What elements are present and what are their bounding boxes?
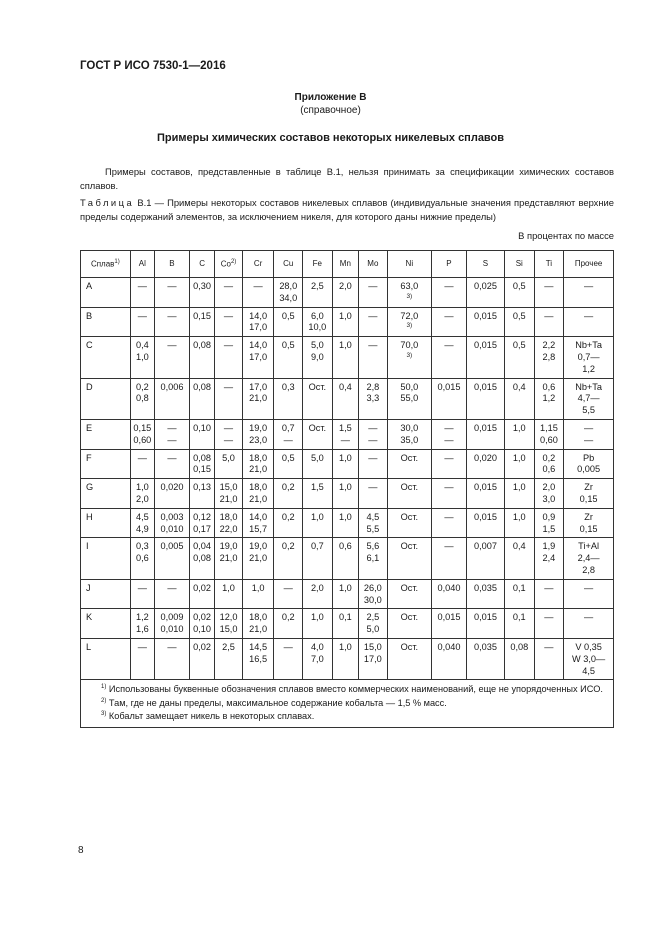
column-header (274, 251, 303, 278)
value-cell: 1,0 (303, 508, 333, 538)
value-cell: Zr 0,15 (564, 508, 614, 538)
value-cell: 0,08 (189, 378, 214, 419)
value-cell: 1,9 2,4 (534, 538, 564, 579)
value-cell: 0,2 (274, 479, 303, 509)
alloy-cell: J (81, 579, 131, 609)
value-cell: 12,0 15,0 (215, 609, 242, 639)
value-cell: 0,009 0,010 (155, 609, 190, 639)
table-row (81, 307, 614, 337)
value-cell: 0,15 0,60 (130, 419, 154, 449)
table-row (81, 538, 614, 579)
value-cell: 2,2 2,8 (534, 337, 564, 378)
table-row (81, 337, 614, 378)
footnote-mark: 3) (406, 351, 413, 359)
value-cell: 1,5 — (332, 419, 358, 449)
value-cell: — (359, 307, 388, 337)
column-header (534, 251, 564, 278)
value-cell: Ост. (387, 579, 431, 609)
value-cell: 0,5 (274, 337, 303, 378)
value-cell: Pb 0,005 (564, 449, 614, 479)
value-cell: 0,015 (432, 609, 467, 639)
value-cell: 0,005 (155, 538, 190, 579)
value-cell: 0,1 (504, 579, 534, 609)
footnote-mark: 3) (406, 292, 413, 300)
value-cell: — — (432, 419, 467, 449)
table-notes (81, 680, 614, 728)
value-cell: 0,2 (274, 609, 303, 639)
value-cell: 0,30 (189, 278, 214, 308)
column-header (189, 251, 214, 278)
value-cell: Ост. (387, 479, 431, 509)
value-cell: 30,0 35,0 (387, 419, 431, 449)
intro-paragraph: Примеры составов, представленные в таблице В.1, нельзя принимать за спецификации химических составов сплавов. (80, 166, 614, 191)
value-cell: — (242, 278, 274, 308)
value-cell: — (155, 278, 190, 308)
value-cell: — (155, 307, 190, 337)
value-cell: 0,2 0,8 (130, 378, 154, 419)
value-cell: 19,0 21,0 (215, 538, 242, 579)
footnote-text: Там, где не даны пределы, максимальное содержание кобальта — 1,5 % масс. (106, 697, 447, 708)
value-cell: — — (564, 419, 614, 449)
value-cell: 0,015 (466, 307, 504, 337)
alloy-cell: F (81, 449, 131, 479)
value-cell: 6,0 10,0 (303, 307, 333, 337)
column-header-label: Si (515, 259, 523, 269)
alloy-cell: H (81, 508, 131, 538)
section-title: Примеры химических составов некоторых никелевых сплавов (156, 132, 505, 144)
value-cell: — — (155, 419, 190, 449)
table-notes-row (81, 680, 614, 728)
table-header-row (81, 251, 614, 278)
value-cell: 0,2 (274, 508, 303, 538)
value-cell: — (432, 508, 467, 538)
value-cell: 0,02 (189, 638, 214, 679)
column-header-label: Ti (545, 259, 553, 269)
value-cell: 17,0 21,0 (242, 378, 274, 419)
value-cell: — (155, 638, 190, 679)
value-cell: Ост. (387, 449, 431, 479)
column-header (81, 251, 131, 278)
alloy-cell: D (81, 378, 131, 419)
value-cell: 4,0 7,0 (303, 638, 333, 679)
value-cell: Ti+Al 2,4— 2,8 (564, 538, 614, 579)
value-cell: 0,4 (504, 378, 534, 419)
value-cell: Ост. (387, 609, 431, 639)
value-cell: — (130, 638, 154, 679)
value-cell: — (432, 307, 467, 337)
value-cell: 0,15 (189, 307, 214, 337)
value-cell: 1,2 1,6 (130, 609, 154, 639)
footnote-mark: 1) (101, 684, 107, 691)
value-cell: 50,0 55,0 (387, 378, 431, 419)
value-cell: 1,0 (303, 609, 333, 639)
value-cell: 0,003 0,010 (155, 508, 190, 538)
value-cell: 5,6 6,1 (359, 538, 388, 579)
column-header (504, 251, 534, 278)
value-cell: 0,2 0,6 (534, 449, 564, 479)
value-cell: 0,015 (432, 378, 467, 419)
value-cell: — (534, 638, 564, 679)
value-cell: 0,04 0,08 (189, 538, 214, 579)
value-cell: 0,9 1,5 (534, 508, 564, 538)
value-cell: — (130, 278, 154, 308)
value-cell: 0,015 (466, 378, 504, 419)
alloy-cell: C (81, 337, 131, 378)
value-cell: — (564, 609, 614, 639)
value-cell: 0,7 (303, 538, 333, 579)
column-header (387, 251, 431, 278)
value-cell: 1,0 (332, 337, 358, 378)
value-cell: 0,015 (466, 508, 504, 538)
column-header-label: Co (220, 259, 231, 269)
value-cell: 2,0 (303, 579, 333, 609)
value-cell: 15,0 21,0 (215, 479, 242, 509)
column-header-label: Сплав (90, 259, 115, 269)
column-header (432, 251, 467, 278)
value-cell: 1,0 (332, 449, 358, 479)
column-header-label: Cr (253, 259, 263, 269)
value-cell: 2,5 (303, 278, 333, 308)
column-header (242, 251, 274, 278)
value-cell: 0,08 0,15 (189, 449, 214, 479)
value-cell: 19,0 23,0 (242, 419, 274, 449)
value-cell: 1,0 (332, 479, 358, 509)
value-cell: 0,3 0,6 (130, 538, 154, 579)
footnote-mark: 3) (101, 711, 107, 718)
alloy-cell: L (81, 638, 131, 679)
column-header-label: Al (138, 259, 146, 269)
alloy-cell: I (81, 538, 131, 579)
column-header (215, 251, 242, 278)
value-cell: 18,0 21,0 (242, 449, 274, 479)
footnote-text: Кобальт замещает никель в некоторых сплавах. (106, 711, 315, 722)
value-cell: — (215, 278, 242, 308)
value-cell: — (432, 337, 467, 378)
value-cell: 2,5 (215, 638, 242, 679)
table-row (81, 508, 614, 538)
footnote (87, 682, 607, 696)
column-header-label: Mo (367, 259, 379, 269)
value-cell: 1,0 2,0 (130, 479, 154, 509)
column-header-label: Cu (283, 259, 294, 269)
value-cell: 0,2 (274, 538, 303, 579)
value-cell: 0,5 (274, 307, 303, 337)
alloy-cell: B (81, 307, 131, 337)
table-row (81, 278, 614, 308)
value-cell: — (564, 579, 614, 609)
value-cell: 1,5 (303, 479, 333, 509)
value-cell: 0,4 1,0 (130, 337, 154, 378)
value-cell: V 0,35 W 3,0— 4,5 (564, 638, 614, 679)
value-cell: 0,02 0,10 (189, 609, 214, 639)
value-cell: 0,02 (189, 579, 214, 609)
value-cell: 1,0 (504, 508, 534, 538)
value-cell: — (130, 307, 154, 337)
value-cell: 0,5 (504, 278, 534, 308)
value-cell: — (274, 579, 303, 609)
footnote-mark: 2) (101, 697, 107, 704)
column-header (303, 251, 333, 278)
value-cell: 0,1 (504, 609, 534, 639)
units-note: В процентах по массе (518, 230, 614, 241)
value-cell: 15,0 17,0 (359, 638, 388, 679)
column-header-label: B (169, 259, 175, 269)
value-cell: — (155, 449, 190, 479)
value-cell: 0,040 (432, 638, 467, 679)
table-caption-text: В.1 — Примеры некоторых составов никелевых сплавов (индивидуальные значения представляют верхние пределы содержаний элементов, за исключением никеля, для которого даны нижние пределы) (80, 197, 614, 222)
footnote-mark: 1) (114, 259, 120, 266)
value-cell: Nb+Ta 4,7— 5,5 (564, 378, 614, 419)
value-cell: 1,0 (504, 419, 534, 449)
column-header (155, 251, 190, 278)
value-cell: 0,020 (155, 479, 190, 509)
column-header-label: Fe (312, 259, 322, 269)
value-cell: 0,7 — (274, 419, 303, 449)
value-cell: — (155, 337, 190, 378)
value-cell: — (130, 449, 154, 479)
value-cell: 1,0 (332, 579, 358, 609)
footnote (87, 709, 607, 723)
value-cell: 1,15 0,60 (534, 419, 564, 449)
value-cell: 0,035 (466, 579, 504, 609)
column-header-label: P (446, 259, 452, 269)
value-cell: — (564, 278, 614, 308)
value-cell: 2,0 (332, 278, 358, 308)
page-number: 8 (78, 845, 84, 856)
alloy-cell: E (81, 419, 131, 449)
value-cell: — (564, 307, 614, 337)
value-cell: 14,0 17,0 (242, 337, 274, 378)
column-header-label: Mn (339, 259, 351, 269)
value-cell: 0,035 (466, 638, 504, 679)
value-cell: 0,08 (504, 638, 534, 679)
table-row (81, 579, 614, 609)
value-cell: 14,0 15,7 (242, 508, 274, 538)
value-cell: 18,0 21,0 (242, 609, 274, 639)
value-cell: 14,5 16,5 (242, 638, 274, 679)
column-header-label: C (199, 259, 205, 269)
value-cell: Ост. (387, 638, 431, 679)
value-cell: 0,015 (466, 337, 504, 378)
value-cell: 5,0 (215, 449, 242, 479)
document-header: ГОСТ Р ИСО 7530-1—2016 (80, 60, 226, 72)
value-cell: 18,0 21,0 (242, 479, 274, 509)
value-cell: Nb+Ta 0,7— 1,2 (564, 337, 614, 378)
value-cell: 1,0 (242, 579, 274, 609)
value-cell: Ост. (303, 378, 333, 419)
value-cell: 72,0 3) (387, 307, 431, 337)
value-cell: — (534, 579, 564, 609)
value-cell: — (432, 449, 467, 479)
value-cell: — (359, 337, 388, 378)
value-cell: 0,10 (189, 419, 214, 449)
value-cell: 1,0 (215, 579, 242, 609)
value-cell: 0,1 (332, 609, 358, 639)
value-cell: 5,0 (303, 449, 333, 479)
value-cell: 4,5 4,9 (130, 508, 154, 538)
alloy-cell: K (81, 609, 131, 639)
value-cell: 0,007 (466, 538, 504, 579)
value-cell: 0,3 (274, 378, 303, 419)
value-cell: 0,4 (504, 538, 534, 579)
value-cell: 19,0 21,0 (242, 538, 274, 579)
value-cell: — (534, 307, 564, 337)
table-row (81, 638, 614, 679)
value-cell: 2,8 3,3 (359, 378, 388, 419)
value-cell: — (534, 278, 564, 308)
value-cell: — — (215, 419, 242, 449)
value-cell: Ост. (387, 508, 431, 538)
value-cell: — (215, 378, 242, 419)
alloy-cell: A (81, 278, 131, 308)
footnote (87, 696, 607, 710)
value-cell: 0,015 (466, 609, 504, 639)
value-cell: — (274, 638, 303, 679)
annex-title: Приложение В (294, 92, 367, 103)
value-cell: 0,08 (189, 337, 214, 378)
footnote-mark: 2) (230, 259, 237, 266)
alloy-cell: G (81, 479, 131, 509)
value-cell: 0,5 (504, 307, 534, 337)
value-cell: — (534, 609, 564, 639)
value-cell: Ост. (387, 538, 431, 579)
composition-table (80, 250, 614, 728)
footnote-mark: 3) (406, 322, 413, 330)
value-cell: 0,006 (155, 378, 190, 419)
value-cell: 0,12 0,17 (189, 508, 214, 538)
value-cell: 0,5 (274, 449, 303, 479)
value-cell: 18,0 22,0 (215, 508, 242, 538)
value-cell: 0,015 (466, 479, 504, 509)
value-cell: — (359, 449, 388, 479)
value-cell: 1,0 (332, 638, 358, 679)
table-caption (80, 196, 614, 223)
value-cell: 0,6 (332, 538, 358, 579)
value-cell: — (432, 538, 467, 579)
value-cell: 1,0 (332, 508, 358, 538)
value-cell: 0,5 (504, 337, 534, 378)
column-header (564, 251, 614, 278)
value-cell: — (215, 307, 242, 337)
value-cell: 70,0 3) (387, 337, 431, 378)
table-row (81, 419, 614, 449)
column-header-label: Прочее (574, 259, 603, 269)
value-cell: 0,040 (432, 579, 467, 609)
value-cell: 0,025 (466, 278, 504, 308)
value-cell: 1,0 (504, 449, 534, 479)
table-row (81, 479, 614, 509)
column-header (359, 251, 388, 278)
table-row (81, 378, 614, 419)
value-cell: 0,020 (466, 449, 504, 479)
value-cell: 28,0 34,0 (274, 278, 303, 308)
value-cell: 26,0 30,0 (359, 579, 388, 609)
value-cell: 14,0 17,0 (242, 307, 274, 337)
value-cell: — (432, 278, 467, 308)
value-cell: — (215, 337, 242, 378)
value-cell: 1,0 (504, 479, 534, 509)
value-cell: 0,13 (189, 479, 214, 509)
value-cell: 2,5 5,0 (359, 609, 388, 639)
footnote-text: Использованы буквенные обозначения сплавов вместо коммерческих наименований, еще не упорядоченных ИСО. (106, 684, 603, 695)
value-cell: — (359, 479, 388, 509)
value-cell: — — (359, 419, 388, 449)
value-cell: — (432, 479, 467, 509)
column-header (466, 251, 504, 278)
value-cell: 1,0 (332, 307, 358, 337)
value-cell: — (359, 278, 388, 308)
value-cell: 0,6 1,2 (534, 378, 564, 419)
table-row (81, 609, 614, 639)
table-caption-label: Таблица (80, 197, 135, 208)
value-cell: Zr 0,15 (564, 479, 614, 509)
column-header-label: S (482, 259, 489, 269)
value-cell: 0,015 (466, 419, 504, 449)
value-cell: — (155, 579, 190, 609)
annex-subtitle: (справочное) (300, 105, 361, 116)
value-cell: 2,0 3,0 (534, 479, 564, 509)
table-row (81, 449, 614, 479)
value-cell: 63,0 3) (387, 278, 431, 308)
column-header (332, 251, 358, 278)
value-cell: 5,0 9,0 (303, 337, 333, 378)
value-cell: — (130, 579, 154, 609)
value-cell: 4,5 5,5 (359, 508, 388, 538)
value-cell: Ост. (303, 419, 333, 449)
column-header-label: Ni (405, 259, 414, 269)
column-header (130, 251, 154, 278)
annex-heading (0, 91, 661, 117)
value-cell: 0,4 (332, 378, 358, 419)
